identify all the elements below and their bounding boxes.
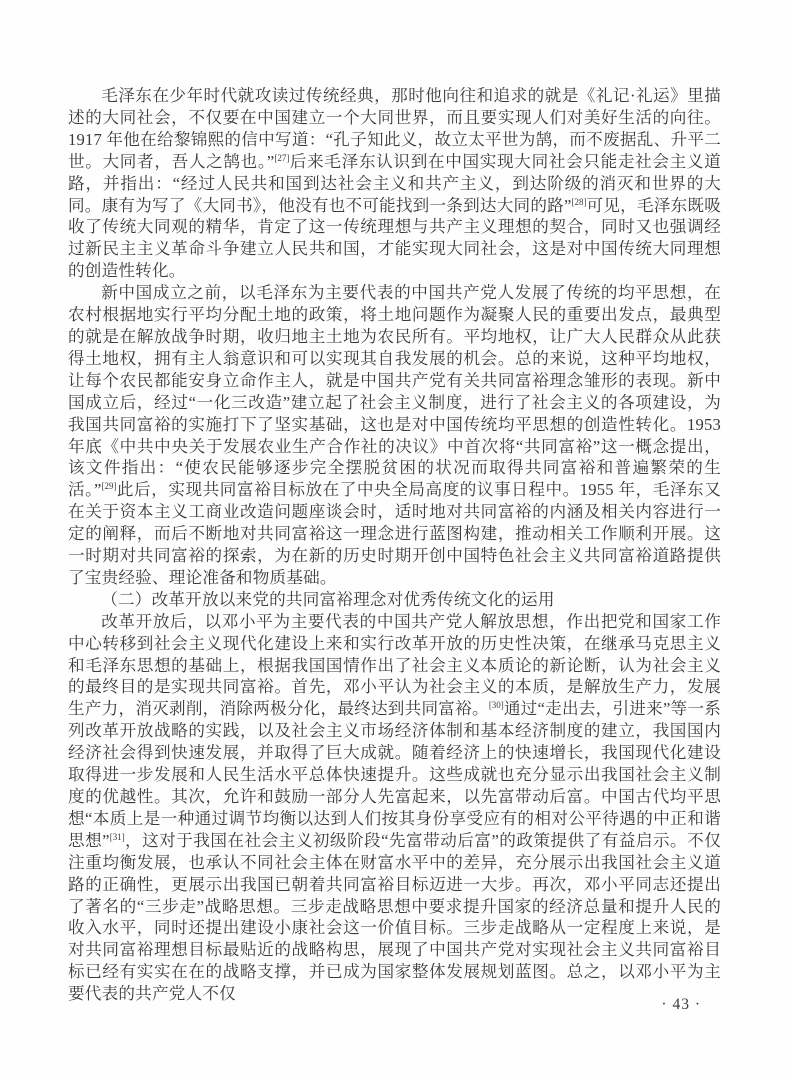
- citation-ref: [27]: [274, 152, 290, 163]
- paragraph-text: 可见，毛泽东既吸收了传统大同观的精华，肯定了这一传统理想与共产主义理想的契合，同时又也强调经过新民主主义革命斗争建立人民共和国，才能实现大同社会，这是对中国传统大同理想的创造性转化。: [68, 195, 721, 281]
- citation-ref: [29]: [101, 481, 117, 492]
- paragraph-text: ，这对于我国在社会主义初级阶段“先富带动后富”的政策提供了有益启示。不仅注重均衡发展，也承认不同社会主体在财富水平中的差异，充分展示出我国社会主义道路的正确性，更展示出我国已朝着共同富裕目标迈进一大步。再次，邓小平同志还提出了著名的“三步走”战略思想。三步走战略思想中要求提升国家的经济总量和提升人民的收入水平，同时还提出建设小康社会这一价值目标。三步走战略从一定程度上来说，是对共同富裕理想目标最贴近的战略构思，展现了中国共产党对实现社会主义共同富裕目标已经有实实在在的战略支撑，并已成为国家整体发展规划蓝图。总之，以邓小平为主要代表的共产党人不仅: [68, 830, 721, 1004]
- citation-ref: [30]: [488, 700, 504, 711]
- paragraph-text: 后来毛泽东认识到在中国实现大同社会只能走社会主义道路，并指出：“经过人民共和国到达社会主义和共产主义，到达阶级的消灭和世界的大同。康有为写了《大同书》，他没有也不可能找到一条到达大同的路”: [68, 151, 721, 215]
- paragraph-text: 改革开放后，以邓小平为主要代表的中国共产党人解放思想，作出把党和国家工作中心转移到社会主义现代化建设上来和实行改革开放的历史性决策，在继承马克思主义和毛泽东思想的基础上，根据我国国情作出了社会主义本质论的新论断，认为社会主义的最终目的是实现共同富裕。首先，邓小平认为社会主义的本质，是解放生产力，发展生产力，消灭剥削，消除两极分化，最终达到共同富裕。: [68, 611, 721, 719]
- paragraph-text: 新中国成立之前，以毛泽东为主要代表的中国共产党人发展了传统的均平思想，在农村根据地实行平均分配土地的政策，将土地问题作为凝聚人民的重要出发点，最典型的就是在解放战争时期，收归地主土地为农民所有。平均地权，让广大人民群众从此获得土地权，拥有主人翁意识和可以实现其自我发展的机会。总的来说，这种平均地权，让每个农民都能安身立命作主人，就是中国共产党有关共同富裕理念雏形的表现。新中国成立后，经过“一化三改造”建立起了社会主义制度，进行了社会主义的各项建设，为我国共同富裕的实施打下了坚实基础，这也是对中国传统均平思想的创造性转化。1953 年底《中共中央关于发展农业生产合作社的决议》中首次将“共同富裕”这一概念提出，该文件指出：“使农民能够逐步完全摆脱贫困的状况而取得共同富裕和普遍繁荣的生活。”: [68, 283, 721, 500]
- paragraph-text: （二）改革开放以来党的共同富裕理念对优秀传统文化的运用: [101, 589, 555, 609]
- paragraph-text: 此后，实现共同富裕目标放在了中央全局高度的议事日程中。1955 年，毛泽东又在关于资本主义工商业改造问题座谈会时，适时地对共同富裕的内涵及相关内容进行一定的阐释，而后不断地对共同富裕这一理念进行蓝图构建，推动相关工作顺利开展。这一时期对共同富裕的探索，为在新的历史时期开创中国特色社会主义共同富裕道路提供了宝贵经验、理论准备和物质基础。: [68, 480, 721, 587]
- paragraph-text: 通过“走出去，引进来”等一系列改革开放战略的实践，以及社会主义市场经济体制和基本经济制度的建立，我国国内经济社会得到快速发展，并取得了巨大成就。随着经济上的快速增长，我国现代化建设取得进一步发展和人民生活水平总体快速提升。这些成就也充分显示出我国社会主义制度的优越性。其次，允许和鼓励一部分人先富起来，以先富带动后富。中国古代均平思想“本质上是一种通过调节均衡以达到人们按其身份享受应有的相对公平待遇的中正和谐思想”: [68, 699, 722, 850]
- page-number: · 43 ·: [661, 996, 701, 1013]
- citation-ref: [31]: [109, 831, 125, 842]
- paragraph: [68, 85, 721, 282]
- paragraph: [68, 611, 721, 1005]
- article-body: [68, 85, 721, 1005]
- paragraph-text: 毛泽东在少年时代就攻读过传统经典，那时他向往和追求的就是《礼记·礼运》里描述的大同社会，不仅要在中国建立一个大同世界，而且要实现人们对美好生活的向往。1917 年他在给黎锦熙的信中写道：“孔子知此义，故立太平世为鹄，而不废据乱、升平二世。大同者，吾人之鹄也。”: [68, 86, 721, 171]
- paragraph: [68, 282, 721, 589]
- section-heading: [68, 589, 721, 611]
- citation-ref: [28]: [571, 196, 587, 207]
